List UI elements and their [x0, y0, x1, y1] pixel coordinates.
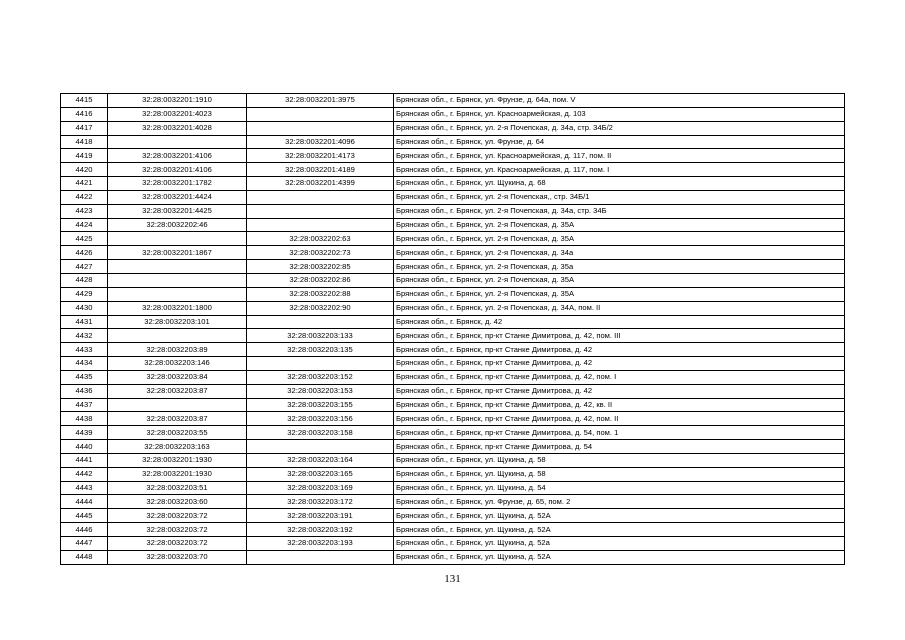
table-row — [61, 343, 845, 357]
cadastral-number-cell: 32:28:0032203:72 — [108, 537, 247, 551]
table-row — [61, 357, 845, 371]
object-cadastral-number-cell: 32:28:0032201:4189 — [247, 163, 394, 177]
object-cadastral-number-cell: 32:28:0032203:193 — [247, 537, 394, 551]
table-row — [61, 495, 845, 509]
address-cell: Брянская обл., г. Брянск, ул. 2-я Почепская, д. 34а, стр. 34Б/2 — [394, 121, 845, 135]
table-row — [61, 453, 845, 467]
address-cell: Брянская обл., г. Брянск, ул. Красноармейская, д. 103 — [394, 107, 845, 121]
cadastral-number-cell: 32:28:0032203:72 — [108, 509, 247, 523]
cadastral-number-cell: 32:28:0032201:4023 — [108, 107, 247, 121]
cadastral-number-cell — [108, 260, 247, 274]
object-cadastral-number-cell: 32:28:0032203:152 — [247, 370, 394, 384]
object-cadastral-number-cell: 32:28:0032201:4173 — [247, 149, 394, 163]
object-cadastral-number-cell — [247, 121, 394, 135]
object-cadastral-number-cell: 32:28:0032201:4399 — [247, 177, 394, 191]
cadastral-number-cell: 32:28:0032201:1910 — [108, 94, 247, 108]
object-cadastral-number-cell — [247, 218, 394, 232]
cadastral-number-cell — [108, 232, 247, 246]
row-number-cell: 4428 — [61, 273, 108, 287]
object-cadastral-number-cell: 32:28:0032202:86 — [247, 273, 394, 287]
table-row — [61, 509, 845, 523]
address-cell: Брянская обл., г. Брянск, ул. Щукина, д. 54 — [394, 481, 845, 495]
address-cell: Брянская обл., г. Брянск, ул. 2-я Почепская, д. 34А, пом. II — [394, 301, 845, 315]
address-cell: Брянская обл., г. Брянск, пр-кт Станке Димитрова, д. 42 — [394, 357, 845, 371]
object-cadastral-number-cell — [247, 190, 394, 204]
row-number-cell: 4447 — [61, 537, 108, 551]
row-number-cell: 4448 — [61, 550, 108, 564]
table-row — [61, 384, 845, 398]
table-row — [61, 218, 845, 232]
row-number-cell: 4446 — [61, 523, 108, 537]
object-cadastral-number-cell — [247, 315, 394, 329]
object-cadastral-number-cell: 32:28:0032203:191 — [247, 509, 394, 523]
address-cell: Брянская обл., г. Брянск, ул. Щукина, д. 52а — [394, 537, 845, 551]
object-cadastral-number-cell: 32:28:0032203:156 — [247, 412, 394, 426]
row-number-cell: 4425 — [61, 232, 108, 246]
address-cell: Брянская обл., г. Брянск, ул. 2-я Почепская, д. 35А — [394, 232, 845, 246]
cadastral-number-cell: 32:28:0032202:46 — [108, 218, 247, 232]
table-row — [61, 301, 845, 315]
object-cadastral-number-cell: 32:28:0032201:4096 — [247, 135, 394, 149]
cadastral-number-cell: 32:28:0032201:4424 — [108, 190, 247, 204]
cadastral-number-cell — [108, 273, 247, 287]
cadastral-number-cell: 32:28:0032201:4028 — [108, 121, 247, 135]
table-row — [61, 467, 845, 481]
address-cell: Брянская обл., г. Брянск, пр-кт Станке Димитрова, д. 42, пом. II — [394, 412, 845, 426]
address-cell: Брянская обл., г. Брянск, ул. 2-я Почепская, д. 35А — [394, 218, 845, 232]
address-cell: Брянская обл., г. Брянск, ул. Щукина, д. 58 — [394, 453, 845, 467]
row-number-cell: 4429 — [61, 287, 108, 301]
cadastral-number-cell: 32:28:0032203:87 — [108, 412, 247, 426]
address-cell: Брянская обл., г. Брянск, пр-кт Станке Димитрова, д. 42, кв. II — [394, 398, 845, 412]
address-cell: Брянская обл., г. Брянск, пр-кт Станке Димитрова, д. 42, пом. III — [394, 329, 845, 343]
table-row — [61, 329, 845, 343]
row-number-cell: 4435 — [61, 370, 108, 384]
table-row — [61, 246, 845, 260]
object-cadastral-number-cell — [247, 357, 394, 371]
address-cell: Брянская обл., г. Брянск, ул. 2-я Почепская, д. 34а, стр. 34Б — [394, 204, 845, 218]
row-number-cell: 4422 — [61, 190, 108, 204]
row-number-cell: 4420 — [61, 163, 108, 177]
address-cell: Брянская обл., г. Брянск, ул. 2-я Почепская, д. 35А — [394, 287, 845, 301]
table-row — [61, 287, 845, 301]
object-cadastral-number-cell — [247, 440, 394, 454]
cadastral-number-cell: 32:28:0032203:60 — [108, 495, 247, 509]
row-number-cell: 4415 — [61, 94, 108, 108]
object-cadastral-number-cell: 32:28:0032203:172 — [247, 495, 394, 509]
row-number-cell: 4419 — [61, 149, 108, 163]
object-cadastral-number-cell: 32:28:0032203:153 — [247, 384, 394, 398]
cadastral-number-cell — [108, 135, 247, 149]
address-cell: Брянская обл., г. Брянск, пр-кт Станке Димитрова, д. 42 — [394, 384, 845, 398]
address-cell: Брянская обл., г. Брянск, пр-кт Станке Димитрова, д. 54 — [394, 440, 845, 454]
address-cell: Брянская обл., г. Брянск, ул. Щукина, д. 52А — [394, 523, 845, 537]
address-cell: Брянская обл., г. Брянск, ул. Фрунзе, д. 64а, пом. V — [394, 94, 845, 108]
cadastral-number-cell: 32:28:0032203:70 — [108, 550, 247, 564]
cadastral-number-cell: 32:28:0032201:1800 — [108, 301, 247, 315]
row-number-cell: 4418 — [61, 135, 108, 149]
address-cell: Брянская обл., г. Брянск, ул. Фрунзе, д. 64 — [394, 135, 845, 149]
address-cell: Брянская обл., г. Брянск, д. 42 — [394, 315, 845, 329]
row-number-cell: 4434 — [61, 357, 108, 371]
cadastral-number-cell: 32:28:0032203:51 — [108, 481, 247, 495]
row-number-cell: 4432 — [61, 329, 108, 343]
row-number-cell: 4440 — [61, 440, 108, 454]
address-cell: Брянская обл., г. Брянск, ул. 2-я Почепская, д. 35а — [394, 260, 845, 274]
object-cadastral-number-cell: 32:28:0032203:158 — [247, 426, 394, 440]
row-number-cell: 4441 — [61, 453, 108, 467]
row-number-cell: 4431 — [61, 315, 108, 329]
row-number-cell: 4427 — [61, 260, 108, 274]
cadastral-number-cell — [108, 398, 247, 412]
cadastral-number-cell: 32:28:0032201:1930 — [108, 467, 247, 481]
registry-table — [60, 93, 845, 565]
row-number-cell: 4436 — [61, 384, 108, 398]
object-cadastral-number-cell: 32:28:0032202:90 — [247, 301, 394, 315]
address-cell: Брянская обл., г. Брянск, ул. 2-я Почепская, д. 35А — [394, 273, 845, 287]
cadastral-number-cell: 32:28:0032203:72 — [108, 523, 247, 537]
address-cell: Брянская обл., г. Брянск, пр-кт Станке Димитрова, д. 42 — [394, 343, 845, 357]
address-cell: Брянская обл., г. Брянск, ул. Фрунзе, д. 65, пом. 2 — [394, 495, 845, 509]
address-cell: Брянская обл., г. Брянск, ул. Щукина, д. 52А — [394, 509, 845, 523]
page-number: 131 — [444, 573, 461, 585]
cadastral-number-cell: 32:28:0032203:146 — [108, 357, 247, 371]
cadastral-number-cell: 32:28:0032201:1867 — [108, 246, 247, 260]
address-cell: Брянская обл., г. Брянск, ул. Щукина, д. 68 — [394, 177, 845, 191]
cadastral-number-cell: 32:28:0032203:163 — [108, 440, 247, 454]
table-row — [61, 121, 845, 135]
address-cell: Брянская обл., г. Брянск, ул. Щукина, д. 58 — [394, 467, 845, 481]
object-cadastral-number-cell: 32:28:0032203:135 — [247, 343, 394, 357]
cadastral-number-cell: 32:28:0032201:1930 — [108, 453, 247, 467]
row-number-cell: 4442 — [61, 467, 108, 481]
row-number-cell: 4438 — [61, 412, 108, 426]
table-row — [61, 163, 845, 177]
table-row — [61, 135, 845, 149]
address-cell: Брянская обл., г. Брянск, ул. 2-я Почепская, д. 34а — [394, 246, 845, 260]
table-row — [61, 537, 845, 551]
row-number-cell: 4437 — [61, 398, 108, 412]
object-cadastral-number-cell: 32:28:0032202:88 — [247, 287, 394, 301]
table-row — [61, 398, 845, 412]
table-row — [61, 232, 845, 246]
cadastral-number-cell — [108, 287, 247, 301]
cadastral-number-cell — [108, 329, 247, 343]
row-number-cell: 4443 — [61, 481, 108, 495]
object-cadastral-number-cell: 32:28:0032202:63 — [247, 232, 394, 246]
cadastral-number-cell: 32:28:0032203:101 — [108, 315, 247, 329]
cadastral-number-cell: 32:28:0032201:1782 — [108, 177, 247, 191]
row-number-cell: 4439 — [61, 426, 108, 440]
table-row — [61, 481, 845, 495]
address-cell: Брянская обл., г. Брянск, пр-кт Станке Димитрова, д. 54, пом. 1 — [394, 426, 845, 440]
address-cell: Брянская обл., г. Брянск, ул. Красноармейская, д. 117, пом. II — [394, 149, 845, 163]
table-row — [61, 260, 845, 274]
address-cell: Брянская обл., г. Брянск, ул. Красноармейская, д. 117, пом. I — [394, 163, 845, 177]
table-row — [61, 426, 845, 440]
cadastral-number-cell: 32:28:0032201:4425 — [108, 204, 247, 218]
row-number-cell: 4417 — [61, 121, 108, 135]
row-number-cell: 4416 — [61, 107, 108, 121]
object-cadastral-number-cell: 32:28:0032202:73 — [247, 246, 394, 260]
table-row — [61, 273, 845, 287]
cadastral-number-cell: 32:28:0032201:4106 — [108, 163, 247, 177]
row-number-cell: 4433 — [61, 343, 108, 357]
row-number-cell: 4423 — [61, 204, 108, 218]
row-number-cell: 4424 — [61, 218, 108, 232]
object-cadastral-number-cell: 32:28:0032203:155 — [247, 398, 394, 412]
table-row — [61, 523, 845, 537]
table-row — [61, 315, 845, 329]
address-cell: Брянская обл., г. Брянск, ул. Щукина, д. 52А — [394, 550, 845, 564]
table-row — [61, 440, 845, 454]
cadastral-number-cell: 32:28:0032203:55 — [108, 426, 247, 440]
row-number-cell: 4426 — [61, 246, 108, 260]
table-row — [61, 149, 845, 163]
table-row — [61, 370, 845, 384]
table-row — [61, 94, 845, 108]
object-cadastral-number-cell: 32:28:0032202:85 — [247, 260, 394, 274]
object-cadastral-number-cell: 32:28:0032203:169 — [247, 481, 394, 495]
object-cadastral-number-cell: 32:28:0032203:164 — [247, 453, 394, 467]
object-cadastral-number-cell — [247, 204, 394, 218]
object-cadastral-number-cell: 32:28:0032203:133 — [247, 329, 394, 343]
table-row — [61, 190, 845, 204]
table-row — [61, 550, 845, 564]
table-row — [61, 177, 845, 191]
object-cadastral-number-cell — [247, 107, 394, 121]
cadastral-number-cell: 32:28:0032203:89 — [108, 343, 247, 357]
cadastral-number-cell: 32:28:0032203:84 — [108, 370, 247, 384]
row-number-cell: 4444 — [61, 495, 108, 509]
row-number-cell: 4445 — [61, 509, 108, 523]
table-row — [61, 107, 845, 121]
object-cadastral-number-cell — [247, 550, 394, 564]
table-row — [61, 204, 845, 218]
table-row — [61, 412, 845, 426]
address-cell: Брянская обл., г. Брянск, ул. 2-я Почепская,, стр. 34Б/1 — [394, 190, 845, 204]
row-number-cell: 4421 — [61, 177, 108, 191]
address-cell: Брянская обл., г. Брянск, пр-кт Станке Димитрова, д. 42, пом. I — [394, 370, 845, 384]
object-cadastral-number-cell: 32:28:0032203:165 — [247, 467, 394, 481]
object-cadastral-number-cell: 32:28:0032203:192 — [247, 523, 394, 537]
cadastral-number-cell: 32:28:0032201:4106 — [108, 149, 247, 163]
object-cadastral-number-cell: 32:28:0032201:3975 — [247, 94, 394, 108]
registry-table-body — [61, 94, 845, 565]
cadastral-number-cell: 32:28:0032203:87 — [108, 384, 247, 398]
row-number-cell: 4430 — [61, 301, 108, 315]
